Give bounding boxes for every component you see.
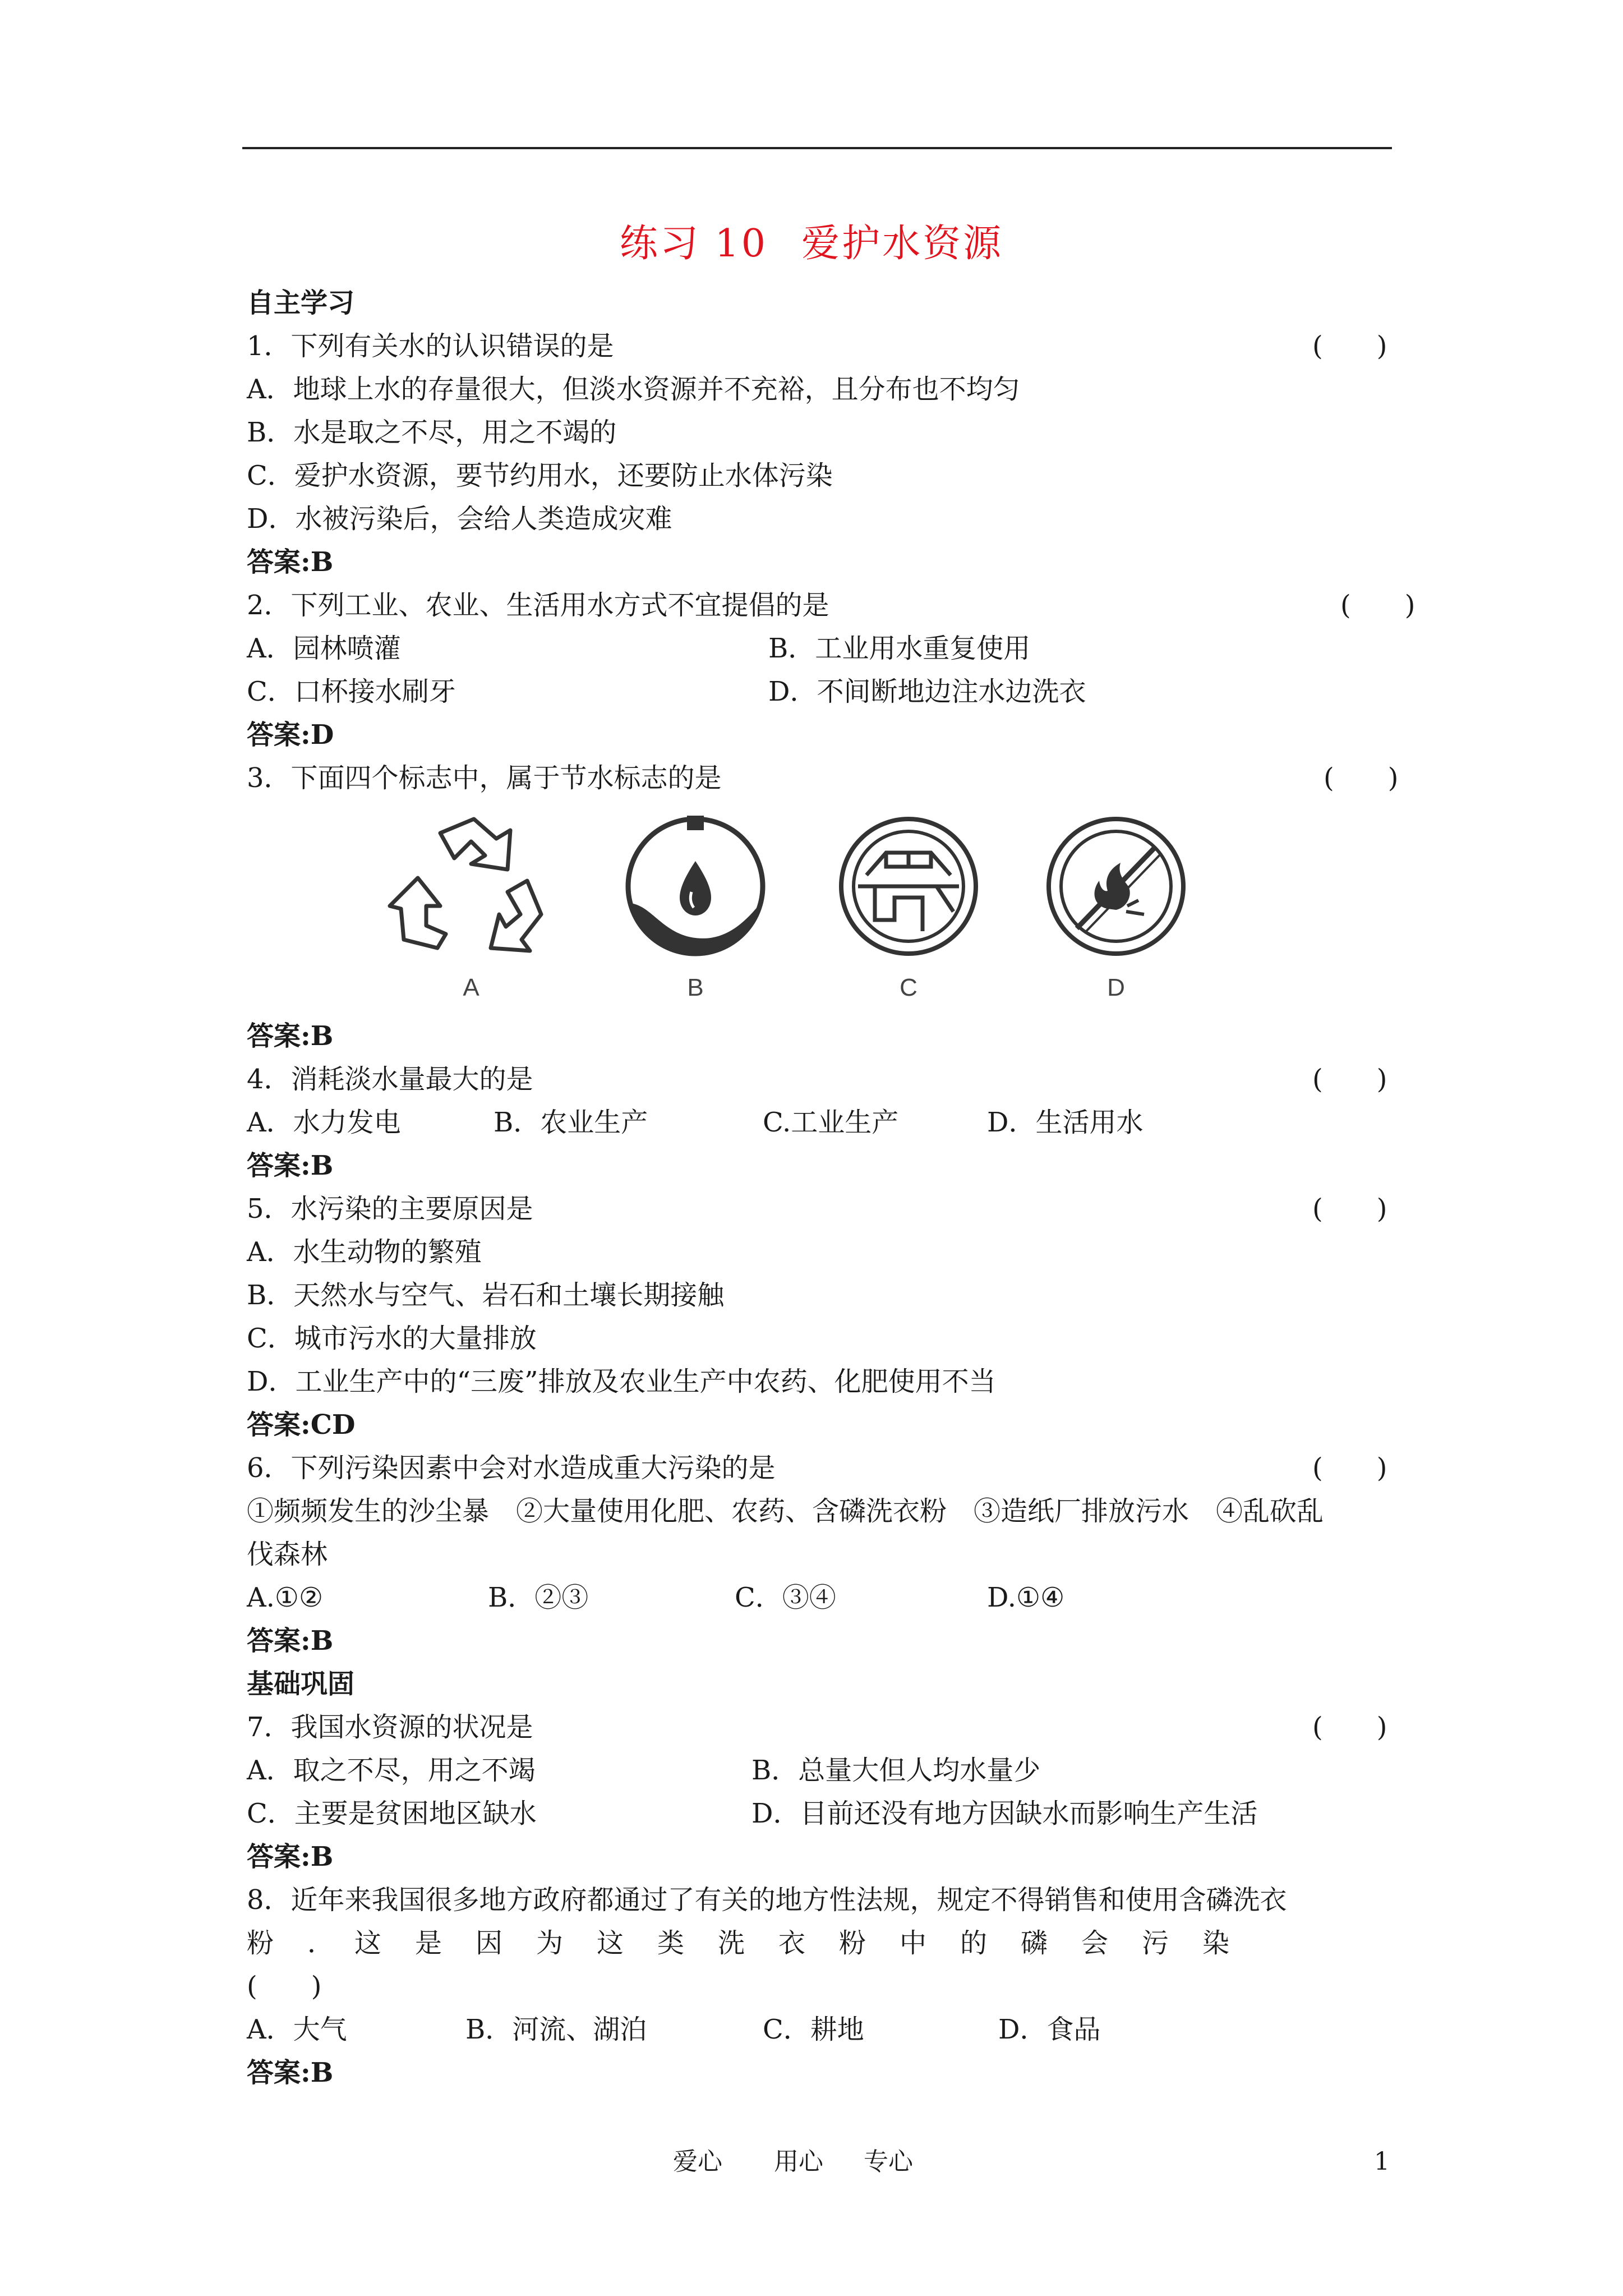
q3-logo-strip [387, 808, 1239, 1010]
footer-text-1: 爱心 [673, 2147, 722, 2176]
q7-option-c: C．主要是贫困地区缺水 [247, 1798, 537, 1829]
q5-answer: 答案:CD [247, 1409, 356, 1441]
q6-stem: 6．下列污染因素中会对水造成重大污染的是 [247, 1452, 776, 1484]
q4-answer: 答案:B [247, 1150, 334, 1181]
q1-option-c: C．爱护水资源，要节约用水，还要防止水体污染 [247, 460, 833, 491]
logo-d [1032, 808, 1200, 1010]
q7-option-b: B．总量大但人均水量少 [751, 1755, 1041, 1786]
q5-option-d: D．工业生产中的“三废”排放及农业生产中农药、化肥使用不当 [247, 1366, 996, 1397]
q4-option-d: D．生活用水 [987, 1107, 1144, 1138]
footer-text-3: 专心 [864, 2147, 913, 2176]
q3-answer: 答案:B [247, 1020, 334, 1052]
q2-paren: ( ) [1340, 590, 1415, 621]
q3-paren: ( ) [1324, 762, 1399, 794]
page-number: 1 [1374, 2147, 1390, 2176]
logo-a [387, 808, 555, 1010]
q4-option-b: B．农业生产 [494, 1107, 648, 1138]
q6-items-line1: ①频频发生的沙尘暴 ②大量使用化肥、农药、含磷洗衣粉 ③造纸厂排放污水 ④乱砍乱 [247, 1496, 1324, 1527]
q8-stem-line1: 8．近年来我国很多地方政府都通过了有关的地方性法规，规定不得销售和使用含磷洗衣 [247, 1884, 1287, 1916]
header-rule [242, 147, 1392, 149]
q2-option-b: B．工业用水重复使用 [768, 633, 1031, 664]
q1-option-a: A．地球上水的存量很大，但淡水资源并不充裕，且分布也不均匀 [247, 374, 1020, 405]
no-fire-icon [1032, 808, 1200, 970]
q2-stem: 2．下列工业、农业、生活用水方式不宜提倡的是 [247, 590, 829, 621]
logo-b-label: B [687, 974, 704, 1001]
q6-items-line2: 伐森林 [247, 1539, 328, 1570]
q4-option-a: A．水力发电 [247, 1107, 401, 1138]
footer-text-2: 用心 [774, 2147, 823, 2176]
logo-b [611, 808, 780, 1010]
q4-option-c: C.工业生产 [763, 1107, 899, 1138]
q7-answer: 答案:B [247, 1841, 334, 1872]
q1-stem: 1．下列有关水的认识错误的是 [247, 330, 614, 362]
q4-stem: 4．消耗淡水量最大的是 [247, 1064, 533, 1095]
water-drop-hand-icon [611, 808, 780, 970]
q3-stem: 3．下面四个标志中，属于节水标志的是 [247, 762, 722, 794]
recycle-icon [387, 808, 555, 970]
q2-option-a: A．园林喷灌 [247, 633, 401, 664]
q8-option-a: A．大气 [247, 2014, 347, 2045]
logo-d-label: D [1107, 974, 1125, 1001]
logo-c [824, 808, 993, 1010]
q7-option-d: D．目前还没有地方因缺水而影响生产生活 [751, 1798, 1258, 1829]
q7-stem: 7．我国水资源的状况是 [247, 1711, 533, 1743]
q6-paren: ( ) [1312, 1452, 1387, 1484]
q8-answer: 答案:B [247, 2057, 334, 2088]
logo-c-label: C [900, 974, 917, 1001]
q6-option-d: D.①④ [987, 1582, 1065, 1613]
q1-option-b: B．水是取之不尽，用之不竭的 [247, 417, 617, 448]
q6-option-a: A.①② [247, 1582, 323, 1613]
q7-option-a: A．取之不尽，用之不竭 [247, 1755, 536, 1786]
q8-option-d: D．食品 [998, 2014, 1101, 2045]
q8-paren: ( ) [247, 1971, 322, 2002]
building-seal-icon [824, 808, 993, 970]
q7-paren: ( ) [1312, 1711, 1387, 1743]
q8-option-b: B．河流、湖泊 [465, 2014, 647, 2045]
q8-stem-line2: 粉 ． 这 是 因 为 这 类 洗 衣 粉 中 的 磷 会 污 染 [247, 1927, 1233, 1959]
q4-paren: ( ) [1312, 1064, 1387, 1095]
q5-stem: 5．水污染的主要原因是 [247, 1193, 533, 1225]
section-heading-self-study: 自主学习 [247, 287, 355, 319]
q8-option-c: C．耕地 [763, 2014, 864, 2045]
q6-option-c: C．③④ [735, 1582, 836, 1613]
q2-option-c: C．口杯接水刷牙 [247, 676, 456, 707]
section-heading-consolidation: 基础巩固 [247, 1668, 355, 1700]
q6-option-b: B．②③ [488, 1582, 589, 1613]
q5-option-a: A．水生动物的繁殖 [247, 1236, 482, 1268]
q1-paren: ( ) [1312, 330, 1387, 362]
q1-answer: 答案:B [247, 546, 334, 578]
title-text: 爱护水资源 [801, 222, 1004, 266]
q5-option-b: B．天然水与空气、岩石和土壤长期接触 [247, 1280, 725, 1311]
q1-option-d: D．水被污染后，会给人类造成灾难 [247, 503, 672, 535]
q5-option-c: C．城市污水的大量排放 [247, 1323, 537, 1354]
q6-answer: 答案:B [247, 1625, 334, 1657]
q5-paren: ( ) [1312, 1193, 1387, 1225]
logo-a-label: A [463, 974, 479, 1001]
q2-option-d: D．不间断地边注水边洗衣 [768, 676, 1086, 707]
page-title [0, 213, 1623, 268]
title-number: 练习 10 [619, 222, 768, 266]
q2-answer: 答案:D [247, 719, 334, 751]
